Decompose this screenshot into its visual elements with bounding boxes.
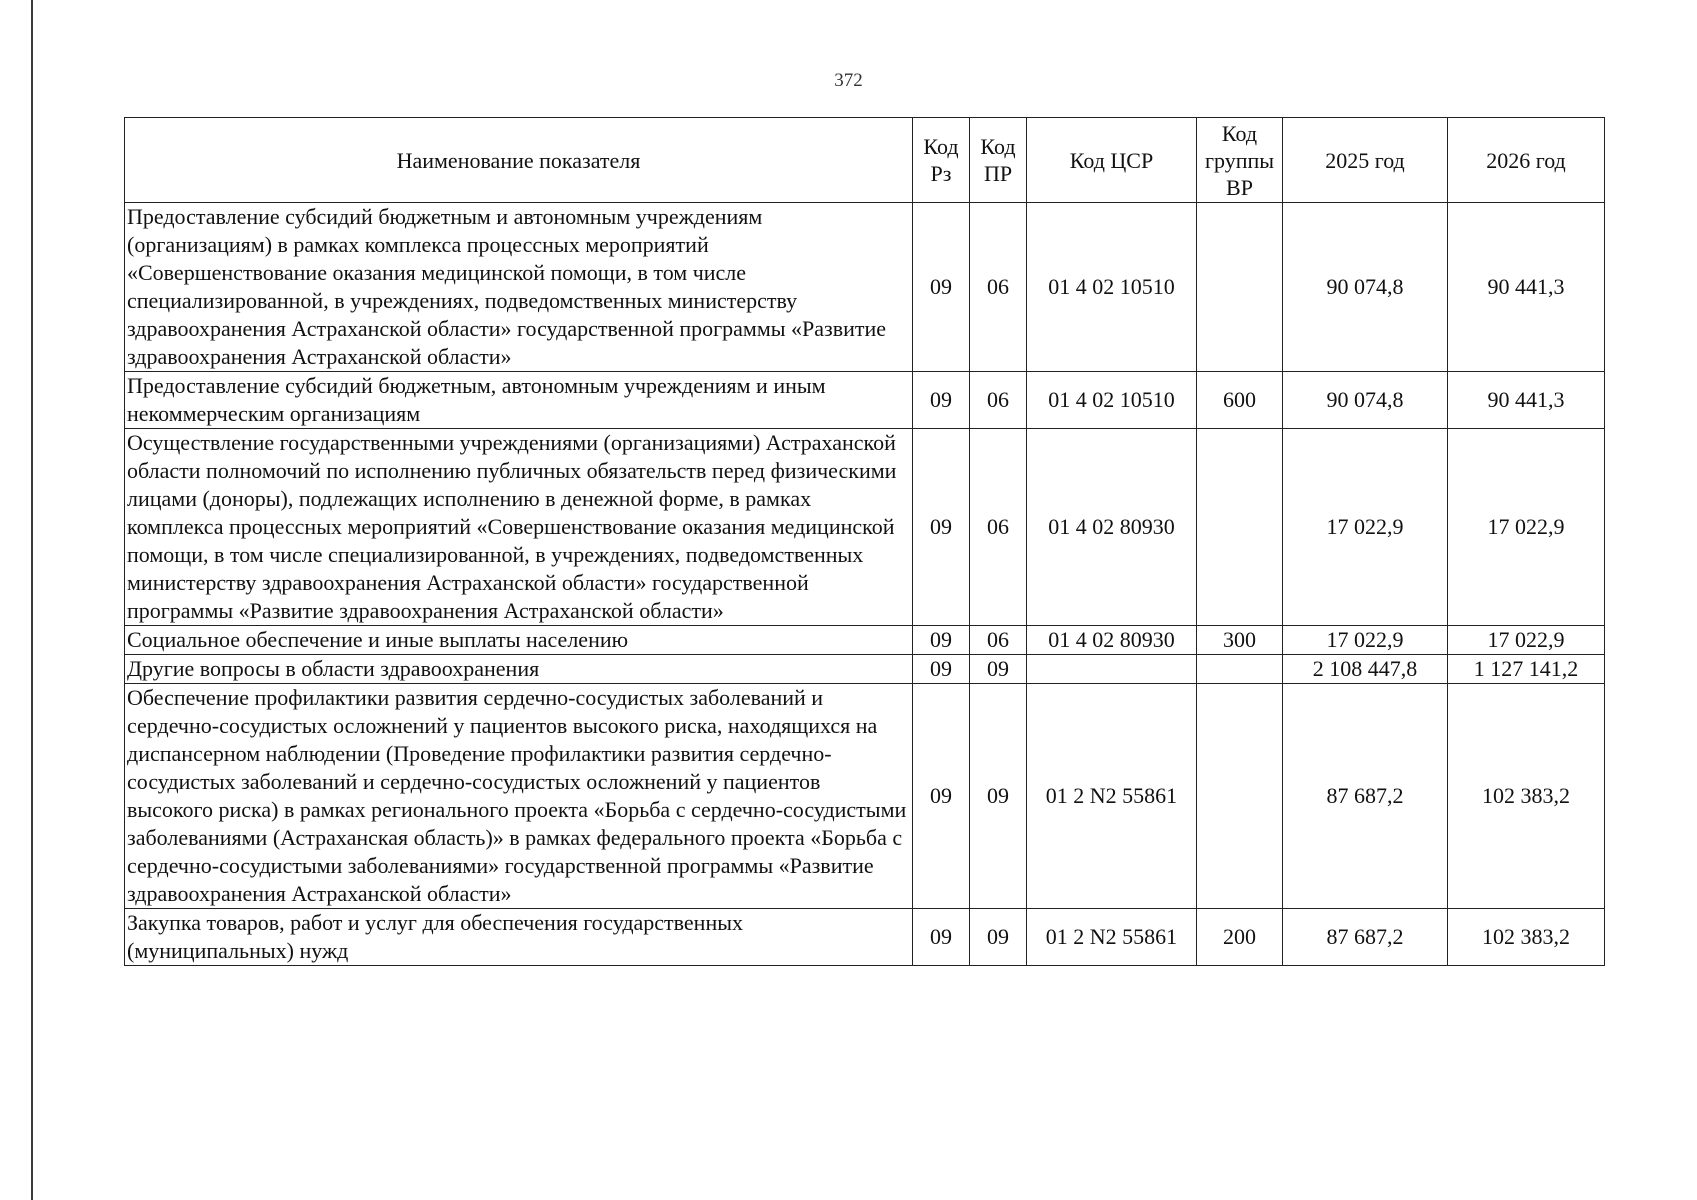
table-row [125, 626, 1605, 655]
row-pr: 09 [970, 909, 1027, 966]
row-vr [1197, 684, 1283, 909]
row-name: Социальное обеспечение и иные выплаты населению [125, 626, 913, 655]
row-name: Предоставление субсидий бюджетным, автономным учреждениям и иным некоммерческим организациям [125, 372, 913, 429]
row-pr: 06 [970, 429, 1027, 626]
row-rz: 09 [913, 372, 970, 429]
row-vr: 300 [1197, 626, 1283, 655]
table-row [125, 684, 1605, 909]
row-rz: 09 [913, 909, 970, 966]
row-pr: 09 [970, 655, 1027, 684]
row-pr: 09 [970, 684, 1027, 909]
row-vr [1197, 203, 1283, 372]
scan-edge-line [31, 0, 33, 1200]
table-header-row [125, 118, 1605, 203]
table-row [125, 655, 1605, 684]
table-row [125, 203, 1605, 372]
row-csr: 01 4 02 80930 [1027, 429, 1197, 626]
row-rz: 09 [913, 684, 970, 909]
row-name: Другие вопросы в области здравоохранения [125, 655, 913, 684]
row-2026: 1 127 141,2 [1448, 655, 1605, 684]
row-2026: 17 022,9 [1448, 626, 1605, 655]
row-csr: 01 4 02 10510 [1027, 372, 1197, 429]
row-name: Предоставление субсидий бюджетным и автономным учреждениям (организациям) в рамках комплекса процессных мероприятий «Совершенствование оказания медицинской помощи, в том числе специализированной, в учреждениях, подведомственных министерству здравоохранения Астраханской области» государственной программы «Развитие здравоохранения Астраханской области» [125, 203, 913, 372]
row-2025: 17 022,9 [1283, 429, 1448, 626]
row-pr: 06 [970, 203, 1027, 372]
row-pr: 06 [970, 372, 1027, 429]
row-2026: 102 383,2 [1448, 909, 1605, 966]
row-vr [1197, 655, 1283, 684]
header-pr: Код ПР [970, 118, 1027, 203]
row-name: Закупка товаров, работ и услуг для обеспечения государственных (муниципальных) нужд [125, 909, 913, 966]
table-row [125, 372, 1605, 429]
row-csr: 01 2 N2 55861 [1027, 684, 1197, 909]
row-vr [1197, 429, 1283, 626]
budget-table [124, 117, 1605, 966]
row-2025: 2 108 447,8 [1283, 655, 1448, 684]
row-2025: 87 687,2 [1283, 684, 1448, 909]
row-2026: 17 022,9 [1448, 429, 1605, 626]
row-2025: 90 074,8 [1283, 203, 1448, 372]
row-name: Обеспечение профилактики развития сердечно-сосудистых заболеваний и сердечно-сосудистых осложнений у пациентов высокого риска, находящихся на диспансерном наблюдении (Проведение профилактики развития сердечно-сосудистых заболеваний и сердечно-сосудистых осложнений у пациентов высокого риска) в рамках регионального проекта «Борьба с сердечно-сосудистыми заболеваниями (Астраханская область)» в рамках федерального проекта «Борьба с сердечно-сосудистыми заболеваниями» государственной программы «Развитие здравоохранения Астраханской области» [125, 684, 913, 909]
row-csr: 01 4 02 80930 [1027, 626, 1197, 655]
row-2025: 17 022,9 [1283, 626, 1448, 655]
row-csr: 01 4 02 10510 [1027, 203, 1197, 372]
header-name: Наименование показателя [125, 118, 913, 203]
row-name: Осуществление государственными учреждениями (организациями) Астраханской области полномочий по исполнению публичных обязательств перед физическими лицами (доноры), подлежащих исполнению в денежной форме, в рамках комплекса процессных мероприятий «Совершенствование оказания медицинской помощи, в том числе специализированной, в учреждениях, подведомственных министерству здравоохранения Астраханской области» государственной программы «Развитие здравоохранения Астраханской области» [125, 429, 913, 626]
row-pr: 06 [970, 626, 1027, 655]
table-row [125, 429, 1605, 626]
header-csr: Код ЦСР [1027, 118, 1197, 203]
header-2026: 2026 год [1448, 118, 1605, 203]
row-vr: 600 [1197, 372, 1283, 429]
row-csr [1027, 655, 1197, 684]
row-2025: 90 074,8 [1283, 372, 1448, 429]
row-rz: 09 [913, 655, 970, 684]
header-vr: Код группы ВР [1197, 118, 1283, 203]
header-2025: 2025 год [1283, 118, 1448, 203]
row-rz: 09 [913, 626, 970, 655]
row-2026: 102 383,2 [1448, 684, 1605, 909]
row-2025: 87 687,2 [1283, 909, 1448, 966]
row-csr: 01 2 N2 55861 [1027, 909, 1197, 966]
row-vr: 200 [1197, 909, 1283, 966]
header-rz: Код Рз [913, 118, 970, 203]
page-number: 372 [834, 70, 863, 91]
row-rz: 09 [913, 203, 970, 372]
row-2026: 90 441,3 [1448, 203, 1605, 372]
table-row [125, 909, 1605, 966]
row-rz: 09 [913, 429, 970, 626]
row-2026: 90 441,3 [1448, 372, 1605, 429]
